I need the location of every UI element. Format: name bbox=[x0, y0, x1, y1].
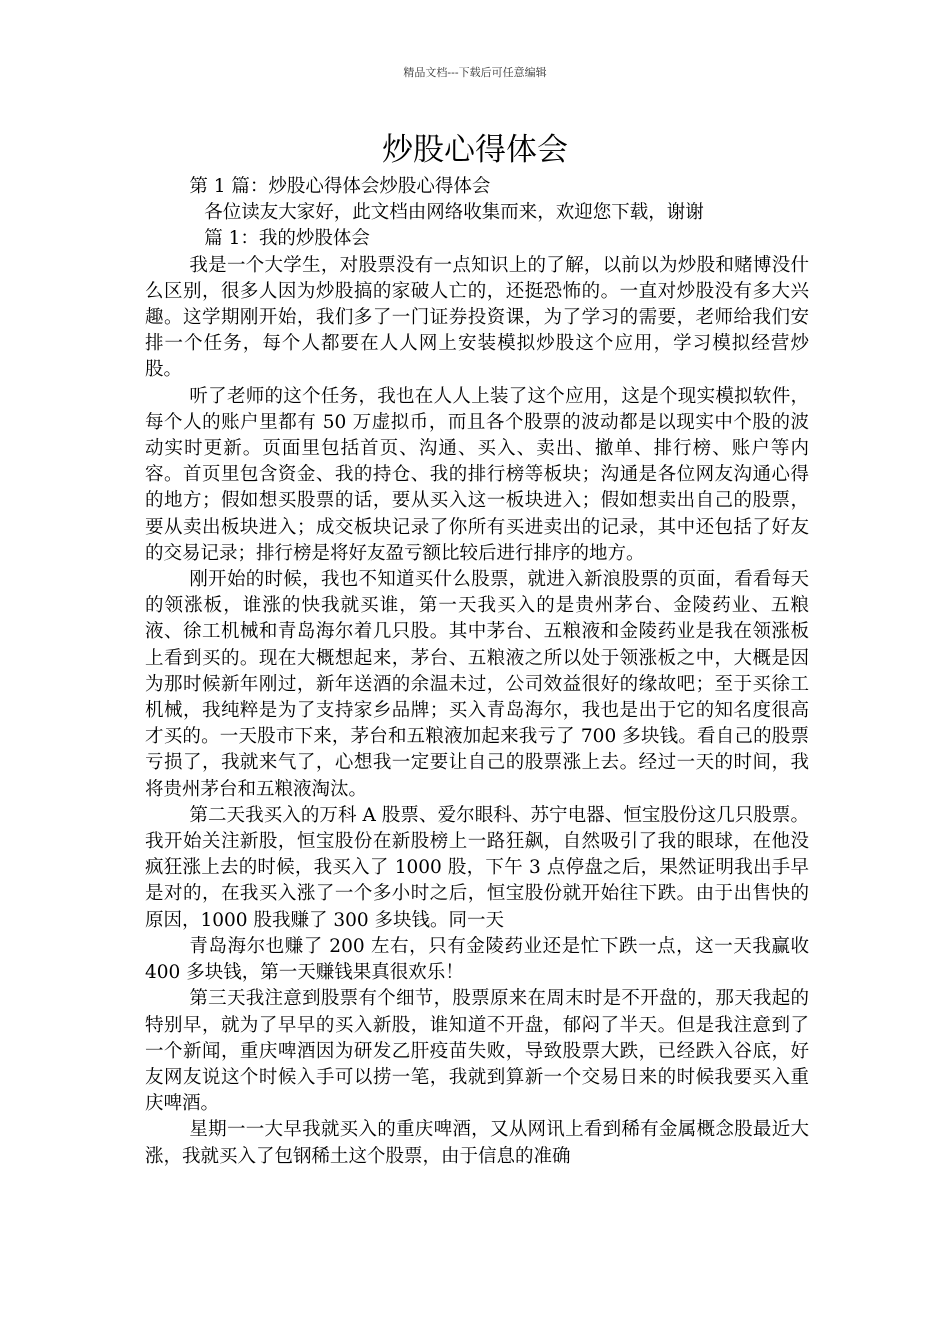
page-header-note: 精品文档---下载后可任意编辑 bbox=[403, 66, 547, 79]
document-body bbox=[145, 174, 809, 1170]
part-heading: 篇 1：我的炒股体会 bbox=[204, 228, 370, 250]
intro-line: 各位读友大家好，此文档由网络收集而来，欢迎您下载，谢谢 bbox=[204, 202, 704, 224]
body-paragraph: 我是一个大学生，对股票没有一点知识上的了解，以前以为炒股和赌博没什么区别，很多人因为炒股搞的家破人亡的，还挺恐怖的。一直对炒股没有多大兴趣。这学期刚开始，我们多了一门证券投资课，为了学习的需要，老师给我们安排一个任务，每个人都要在人人网上安装模拟炒股这个应用，学习模拟经营炒股。 bbox=[145, 254, 809, 381]
body-paragraph: 刚开始的时候，我也不知道买什么股票，就进入新浪股票的页面，看看每天的领涨板，谁涨的快我就买谁，第一天我买入的是贵州茅台、金陵药业、五粮液、徐工机械和青岛海尔着几只股。其中茅台、五粮液和金陵药业是我在领涨板上看到买的。现在大概想起来，茅台、五粮液之所以处于领涨板之中，大概是因为那时候新年刚过，新年送酒的余温未过，公司效益很好的缘故吧；至于买徐工机械，我纯粹是为了支持家乡品牌；买入青岛海尔，我也是出于它的知名度很高才买的。一天股市下来，茅台和五粮液加起来我亏了 700 多块钱。看自己的股票亏损了，我就来气了，心想我一定要让自己的股票涨上去。经过一天的时间，我将贵州茅台和五粮液淘汰。 bbox=[145, 569, 809, 800]
body-paragraph: 第三天我注意到股票有个细节，股票原来在周末时是不开盘的，那天我起的特别早，就为了早早的买入新股，谁知道不开盘，郁闷了半天。但是我注意到了一个新闻，重庆啤酒因为研发乙肝疫苗失败，导致股票大跌，已经跌入谷底，好友网友说这个时候入手可以捞一笔，我就到算新一个交易日来的时候我要买入重庆啤酒。 bbox=[145, 988, 809, 1115]
body-paragraph: 第二天我买入的万科 A 股票、爱尔眼科、苏宁电器、恒宝股份这几只股票。我开始关注新股，恒宝股份在新股榜上一路狂飙，自然吸引了我的眼球，在他没疯狂涨上去的时候，我买入了 1000 股，下午 3 点停盘之后，果然证明我出手早是对的，在我买入涨了一个多小时之后，恒宝股份就开始往下跌。由于出售快的原因，1000 股我赚了 300 多块钱。同一天 bbox=[145, 804, 809, 931]
document-title: 炒股心得体会 bbox=[382, 132, 568, 168]
chapter-heading: 第 1 篇：炒股心得体会炒股心得体会 bbox=[189, 176, 491, 197]
body-paragraph: 星期一一大早我就买入的重庆啤酒，又从网讯上看到稀有金属概念股最近大涨，我就买入了包钢稀土这个股票，由于信息的准确 bbox=[145, 1119, 809, 1167]
body-paragraph: 听了老师的这个任务，我也在人人上装了这个应用，这是个现实模拟软件，每个人的账户里都有 50 万虚拟币，而且各个股票的波动都是以现实中个股的波动实时更新。页面里包括首页、沟通、买入、卖出、撤单、排行榜、账户等内容。首页里包含资金、我的持仓、我的排行榜等板块；沟通是各位网友沟通心得的地方；假如想买股票的话，要从买入这一板块进入；假如想卖出自己的股票，要从卖出板块进入；成交板块记录了你所有买进卖出的记录，其中还包括了好友的交易记录；排行榜是将好友盈亏额比较后进行排序的地方。 bbox=[145, 385, 809, 564]
body-paragraph: 青岛海尔也赚了 200 左右，只有金陵药业还是忙下跌一点，这一天我赢收 400 多块钱，第一天赚钱果真很欢乐！ bbox=[145, 935, 809, 984]
